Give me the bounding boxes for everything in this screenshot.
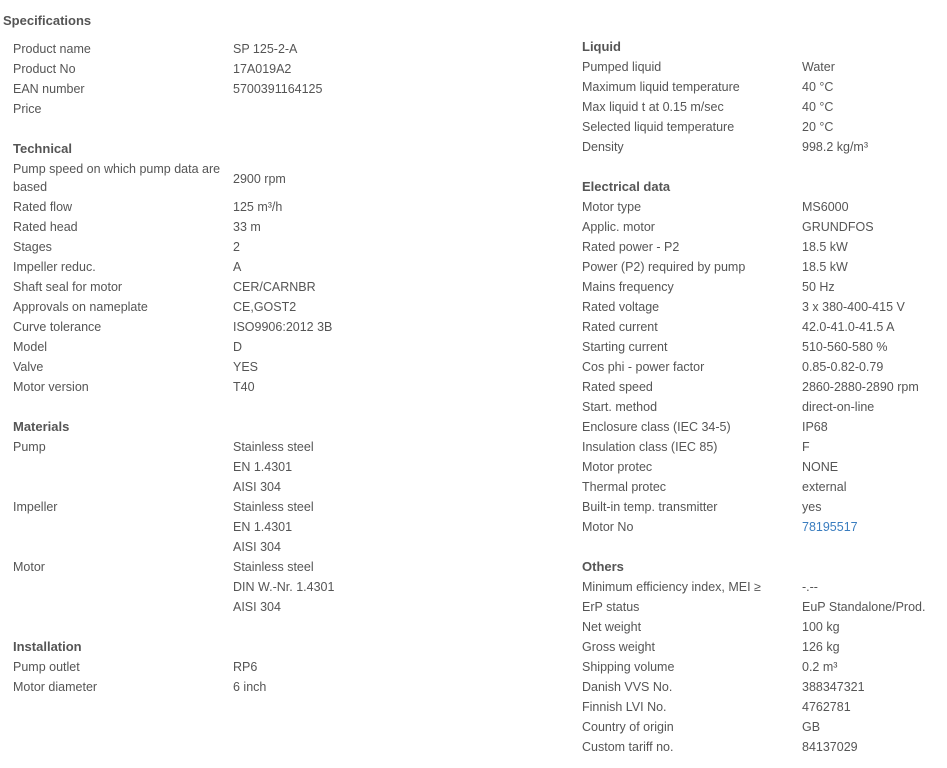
spec-value: external: [802, 480, 847, 494]
spec-value: 998.2 kg/m³: [802, 140, 869, 154]
spec-label: Impeller reduc.: [13, 260, 96, 274]
spec-value: 100 kg: [802, 620, 840, 634]
spec-value: 42.0-41.0-41.5 A: [802, 320, 895, 334]
spec-label: Custom tariff no.: [582, 740, 674, 754]
spec-value: 17A019A2: [233, 62, 292, 76]
spec-value: 18.5 kW: [802, 260, 848, 274]
spec-label: Motor protec: [582, 460, 653, 474]
spec-label: Pump outlet: [13, 660, 80, 674]
spec-label: Rated speed: [582, 380, 653, 394]
spec-value: EuP Standalone/Prod.: [802, 600, 926, 614]
spec-label: Cos phi - power factor: [582, 360, 705, 374]
spec-value: MS6000: [802, 200, 849, 214]
spec-label: Shaft seal for motor: [13, 280, 123, 294]
spec-value: 125 m³/h: [233, 200, 283, 214]
section-heading-liquid: Liquid: [582, 39, 621, 54]
spec-value: 50 Hz: [802, 280, 835, 294]
spec-value: 6 inch: [233, 680, 267, 694]
section-heading-materials: Materials: [13, 419, 70, 434]
spec-value: 126 kg: [802, 640, 840, 654]
section-heading-installation: Installation: [13, 639, 82, 654]
spec-value: yes: [802, 500, 822, 514]
spec-value: YES: [233, 360, 259, 374]
spec-label: Motor version: [13, 380, 89, 394]
spec-label: EAN number: [13, 82, 85, 96]
motor-no-link[interactable]: 78195517: [802, 520, 858, 534]
spec-label: Stages: [13, 240, 52, 254]
spec-label: Finnish LVI No.: [582, 700, 667, 714]
spec-value: GRUNDFOS: [802, 220, 874, 234]
spec-label: ErP status: [582, 600, 640, 614]
spec-label: Pumped liquid: [582, 60, 662, 74]
spec-value: 40 °C: [802, 80, 834, 94]
spec-label: Power (P2) required by pump: [582, 260, 746, 274]
spec-label: Price: [13, 102, 42, 116]
spec-value: 84137029: [802, 740, 858, 754]
spec-value: DIN W.-Nr. 1.4301: [233, 580, 335, 594]
spec-value: Water: [802, 60, 835, 74]
spec-value: 388347321: [802, 680, 865, 694]
spec-value: RP6: [233, 660, 258, 674]
spec-label: Motor No: [582, 520, 634, 534]
spec-label: Pump: [13, 440, 46, 454]
spec-label: Model: [13, 340, 48, 354]
spec-value: 20 °C: [802, 120, 834, 134]
spec-label: Impeller: [13, 500, 58, 514]
spec-label: Rated current: [582, 320, 658, 334]
spec-value: CE,GOST2: [233, 300, 297, 314]
spec-value: 510-560-580 %: [802, 340, 888, 354]
spec-value: 2860-2880-2890 rpm: [802, 380, 919, 394]
spec-value: NONE: [802, 460, 839, 474]
spec-label: Approvals on nameplate: [13, 300, 148, 314]
spec-label: Rated voltage: [582, 300, 660, 314]
spec-label: Rated power - P2: [582, 240, 680, 254]
spec-label: Start. method: [582, 400, 658, 414]
spec-label: Gross weight: [582, 640, 655, 654]
section-heading-electrical: Electrical data: [582, 179, 671, 194]
spec-label: Motor: [13, 560, 45, 574]
spec-value: 33 m: [233, 220, 261, 234]
spec-label: Country of origin: [582, 720, 674, 734]
spec-label: Net weight: [582, 620, 642, 634]
spec-value: EN 1.4301: [233, 460, 293, 474]
spec-label: Mains frequency: [582, 280, 674, 294]
spec-value: 5700391164125: [233, 82, 323, 96]
spec-value: T40: [233, 380, 255, 394]
spec-value: A: [233, 260, 242, 274]
spec-value: AISI 304: [233, 480, 281, 494]
spec-value: EN 1.4301: [233, 520, 293, 534]
spec-label: Max liquid t at 0.15 m/sec: [582, 100, 724, 114]
spec-value: D: [233, 340, 243, 354]
spec-value: 0.85-0.82-0.79: [802, 360, 884, 374]
spec-value: direct-on-line: [802, 400, 875, 414]
spec-value: Stainless steel: [233, 560, 314, 574]
spec-label: Maximum liquid temperature: [582, 80, 740, 94]
spec-value: ISO9906:2012 3B: [233, 320, 333, 334]
spec-label: Product No: [13, 62, 76, 76]
spec-label: Motor diameter: [13, 680, 98, 694]
page-title: Specifications: [3, 13, 92, 28]
spec-label: Selected liquid temperature: [582, 120, 735, 134]
spec-label: Enclosure class (IEC 34-5): [582, 420, 731, 434]
spec-label: Product name: [13, 42, 91, 56]
spec-label: Rated head: [13, 220, 78, 234]
spec-value: CER/CARNBR: [233, 280, 316, 294]
spec-value: Stainless steel: [233, 500, 314, 514]
section-heading-others: Others: [582, 559, 624, 574]
spec-value: 18.5 kW: [802, 240, 848, 254]
spec-label: Pump speed on which pump data are based: [13, 162, 221, 194]
spec-value: 0.2 m³: [802, 660, 838, 674]
spec-value: 3 x 380-400-415 V: [802, 300, 905, 314]
spec-label: Starting current: [582, 340, 668, 354]
spec-value: 40 °C: [802, 100, 834, 114]
section-heading-technical: Technical: [13, 141, 73, 156]
spec-label: Curve tolerance: [13, 320, 102, 334]
spec-value: IP68: [802, 420, 828, 434]
spec-value: F: [802, 440, 810, 454]
spec-value: -.--: [802, 580, 818, 594]
spec-label: Insulation class (IEC 85): [582, 440, 718, 454]
spec-label: Built-in temp. transmitter: [582, 500, 718, 514]
spec-value: 2: [233, 240, 240, 254]
spec-value: Stainless steel: [233, 440, 314, 454]
spec-value: AISI 304: [233, 540, 281, 554]
spec-label: Thermal protec: [582, 480, 667, 494]
spec-label: Motor type: [582, 200, 642, 214]
spec-value: AISI 304: [233, 600, 281, 614]
spec-value: 4762781: [802, 700, 851, 714]
spec-label: Minimum efficiency index, MEI ≥: [582, 580, 761, 594]
spec-value: GB: [802, 720, 821, 734]
spec-label: Applic. motor: [582, 220, 655, 234]
spec-value: SP 125-2-A: [233, 42, 298, 56]
spec-label: Shipping volume: [582, 660, 675, 674]
spec-label: Rated flow: [13, 200, 73, 214]
spec-value: 2900 rpm: [233, 172, 286, 186]
spec-label: Valve: [13, 360, 44, 374]
spec-label: Danish VVS No.: [582, 680, 673, 694]
spec-label: Density: [582, 140, 624, 154]
